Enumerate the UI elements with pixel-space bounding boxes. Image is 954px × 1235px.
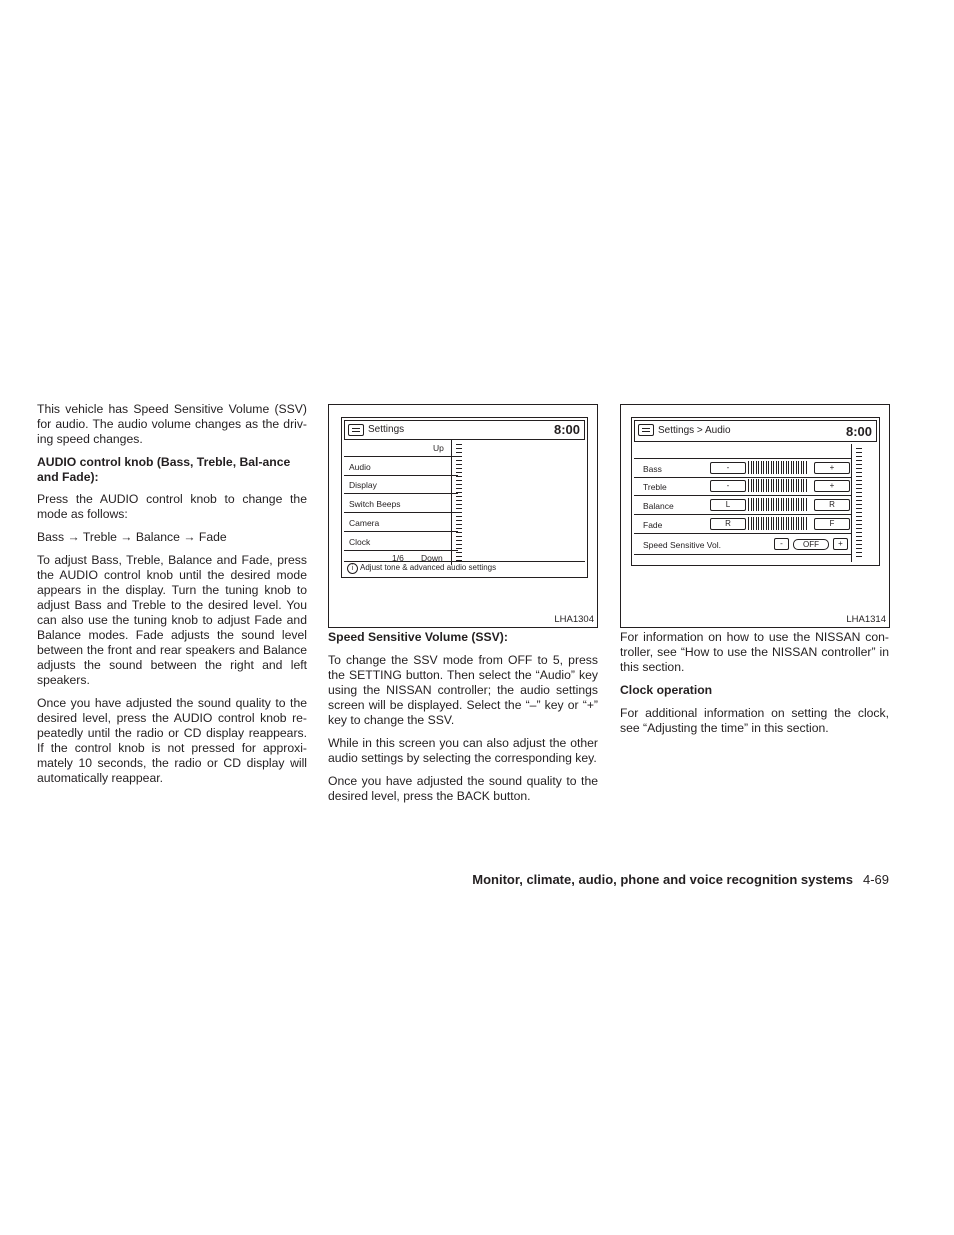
balance-right-button[interactable]: R: [814, 499, 850, 511]
bass-decrease-button[interactable]: -: [710, 462, 746, 474]
treble-decrease-button[interactable]: -: [710, 480, 746, 492]
section-title: Monitor, climate, audio, phone and voice recognition systems: [472, 872, 853, 887]
ssv-label: Speed Sensitive Vol.: [643, 540, 721, 550]
menu-icon: [638, 424, 654, 436]
figure-code: LHA1314: [846, 614, 886, 625]
audio-knob-paragraph: Press the AUDIO control knob to change the mode as follows:: [37, 492, 307, 521]
back-button-paragraph: Once you have adjusted the sound quality to the desired level, press the BACK button.: [328, 774, 598, 803]
audio-display: [631, 417, 880, 566]
audio-row-fade: Fade R F: [634, 515, 852, 534]
bass-increase-button[interactable]: +: [814, 462, 850, 474]
screen-title: Settings > Audio: [658, 425, 731, 436]
controller-info-paragraph: For information on how to use the NISSAN con-troller, see “How to use the NISSAN controller” in this section.: [620, 630, 889, 674]
ssv-value: OFF: [793, 539, 829, 550]
audio-settings-figure: [620, 404, 890, 628]
scroll-down-label[interactable]: Down: [421, 553, 443, 563]
scroll-ticks: [456, 444, 462, 562]
settings-screen-figure: [328, 404, 598, 628]
info-text: Adjust tone & advanced audio settings: [360, 563, 497, 572]
clock-time: 8:00: [845, 424, 872, 439]
ssv-intro-paragraph: This vehicle has Speed Sensitive Volume (SSV) for audio. The audio volume changes as the driv-ing speed changes.: [37, 402, 307, 446]
audio-row-bass: Bass - +: [634, 458, 852, 478]
bass-level-bars: [748, 461, 808, 474]
settings-title-bar: [344, 420, 585, 440]
audio-row-balance: Balance L R: [634, 496, 852, 515]
balance-level-bars: [748, 498, 808, 511]
adjust-paragraph: To adjust Bass, Treble, Balance and Fade, press the AUDIO control knob until the desired mode appears in the display. Turn the tuning knob to adjust Bass and Treble to the desired level. You can also use the tuning knob to adjust Fade and Balance modes. Fade adjusts the sound level between the front and rear speakers and Balance adjusts the sound between the right and left speakers.: [37, 553, 307, 687]
column-right: [620, 630, 889, 744]
page-number: 4-69: [862, 872, 889, 887]
menu-icon: [348, 424, 364, 436]
treble-increase-button[interactable]: +: [814, 480, 850, 492]
fade-rear-button[interactable]: R: [710, 518, 746, 530]
page-indicator: 1/6: [392, 553, 404, 563]
other-settings-paragraph: While in this screen you can also adjust the other audio settings by selecting the corresponding key.: [328, 736, 598, 765]
clock-operation-heading: Clock operation: [620, 683, 713, 697]
screen-title: Settings: [368, 424, 405, 435]
clock-time: 8:00: [553, 422, 580, 437]
balance-left-button[interactable]: L: [710, 499, 746, 511]
page-footer: [472, 872, 889, 887]
column-left: [37, 402, 307, 794]
mode-sequence: Bass → Treble → Balance → Fade: [37, 530, 227, 544]
column-middle: [328, 630, 598, 812]
menu-item-camera[interactable]: Camera: [344, 513, 458, 532]
ssv-change-paragraph: To change the SSV mode from OFF to 5, press the SETTING button. Then select the “Audio” key using the NISSAN controller; the audio settings screen will be displayed. Select the “–” key or “+” key to change the SSV.: [328, 653, 598, 727]
audio-row-ssv: [634, 534, 852, 555]
scroll-up-label[interactable]: Up: [433, 443, 444, 453]
menu-item-display[interactable]: Display: [344, 475, 458, 494]
audio-row-treble: Treble - +: [634, 477, 852, 496]
info-icon: i: [347, 563, 358, 574]
reappear-paragraph: Once you have adjusted the sound quality to the desired level, press the AUDIO control knob re-peatedly until the radio or CD display reappears. If the control knob is not pressed for approxi-mately 10 seconds, the radio or CD display will automatically reappear.: [37, 696, 307, 785]
audio-knob-heading: AUDIO control knob (Bass, Treble, Bal-ance and Fade):: [37, 455, 291, 484]
menu-item-clock[interactable]: Clock: [344, 532, 458, 551]
scroll-ticks: [856, 448, 862, 558]
menu-item-audio[interactable]: Audio: [344, 456, 458, 476]
audio-title-bar: [634, 420, 877, 442]
clock-info-paragraph: For additional information on setting the clock, see “Adjusting the time” in this section.: [620, 706, 889, 735]
ssv-decrease-button[interactable]: -: [774, 538, 789, 550]
figure-code: LHA1304: [554, 614, 594, 625]
menu-item-switch-beeps[interactable]: Switch Beeps: [344, 494, 458, 513]
info-bar: [344, 561, 585, 575]
ssv-increase-button[interactable]: +: [833, 538, 848, 550]
fade-level-bars: [748, 517, 808, 530]
settings-display: [341, 417, 588, 578]
ssv-heading: Speed Sensitive Volume (SSV):: [328, 630, 508, 644]
fade-front-button[interactable]: F: [814, 518, 850, 530]
treble-level-bars: [748, 479, 808, 492]
